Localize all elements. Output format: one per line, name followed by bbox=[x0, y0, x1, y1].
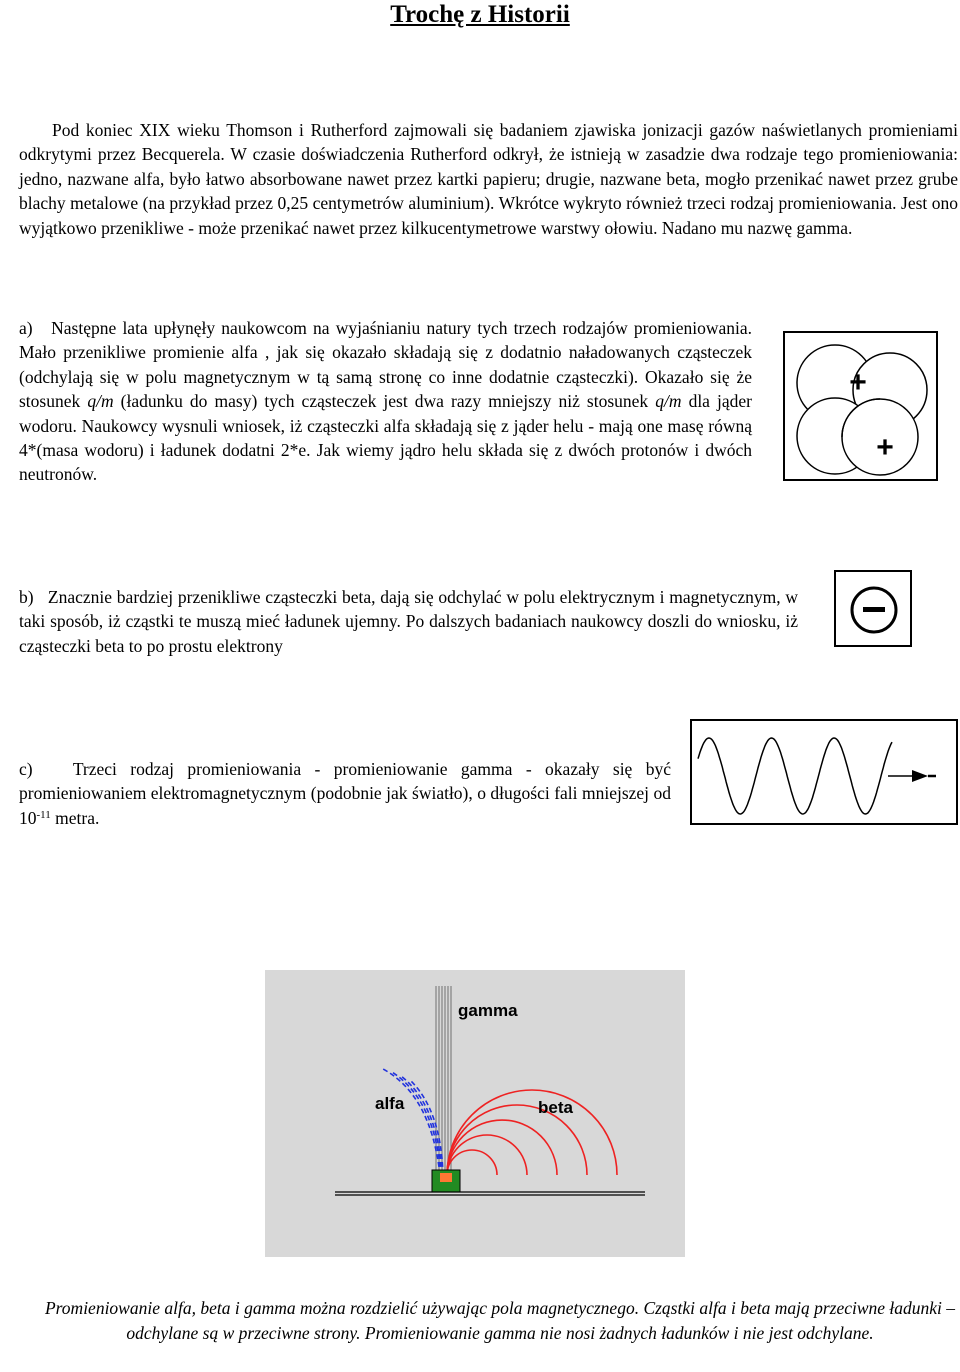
radiation-source-core bbox=[440, 1173, 452, 1182]
section-a-text-1: a) Następne lata upłynęły naukowcom na wyjaśnianiu natury tych trzech rodzajów promieniowania. Mało przenikliwe promienie alfa , jak się okazało składają się z dodatnio naładowanych cząsteczek (odchylają się w polu magnetycznym w tą samą stronę co inne dodatnie cząsteczki). Okazało się że stosunek bbox=[19, 318, 752, 412]
section-a-qm-2: q/m bbox=[655, 391, 682, 412]
minus-symbol bbox=[863, 607, 885, 612]
intro-paragraph: Pod koniec XIX wieku Thomson i Rutherford zajmowali się badaniem zjawiska jonizacji gazów naświetlanych promieniami odkrytymi przez Becquerela. W czasie doświadczenia Rutherford odkrył, że istnieją w zasadzie dwa rodzaje tego promieniowania: jedno, nazwane alfa, było łatwo absorbowane nawet przez kartki papieru; drugie, nazwane beta, mogło przenikać nawet przez grube blachy metalowe (na przykład przez 0,25 centymetrów aluminium). Wkrótce wykryto również trzeci rodzaj promieniowania. Jest ono wyjątkowo przenikliwe - może przenikać nawet przez kilkucentymetrowe warstwy ołowiu. Nadano mu nazwę gamma. bbox=[19, 120, 958, 238]
sine-wave bbox=[698, 738, 892, 814]
alpha-particle-svg bbox=[785, 333, 936, 479]
section-c-text-2: metra. bbox=[50, 807, 100, 828]
gamma-wave-svg bbox=[692, 721, 956, 823]
section-a-text-3: dla jąder wodoru. Naukowcy wysnuli wniosek, iż cząsteczki alfa składają się z jąder helu - mają one masę równą 4*(masa wodoru) i ładunek dodatni 2*e. Jak wiemy jądro helu składa się z dwóch protonów i dwóch neutronów. bbox=[19, 391, 753, 485]
arrow-head-icon bbox=[912, 770, 928, 782]
section-c-exponent: -11 bbox=[36, 808, 51, 821]
alpha-rays bbox=[383, 1069, 443, 1175]
gamma-wave-diagram bbox=[690, 719, 958, 825]
label-beta: beta bbox=[538, 1098, 573, 1117]
alpha-particle-diagram bbox=[783, 331, 938, 481]
plus-symbol-2: + bbox=[876, 431, 894, 464]
section-a-paragraph bbox=[19, 316, 752, 487]
section-c-paragraph bbox=[19, 757, 671, 830]
beta-particle-diagram bbox=[834, 570, 912, 647]
radiation-svg bbox=[265, 970, 685, 1257]
section-c-text-1: c) Trzeci rodzaj promieniowania - promieniowanie gamma - okazały się być promieniowaniem elektromagnetycznym (podobnie jak światło), o długości fali mniejszej od 10 bbox=[19, 759, 671, 828]
section-a-qm-1: q/m bbox=[87, 391, 114, 412]
plus-symbol-1: + bbox=[849, 366, 867, 399]
section-b-paragraph: b) Znacznie bardziej przenikliwe cząsteczki beta, dają się odchylać w polu elektrycznym i magnetycznym, w taki sposób, iż cząstki te muszą mieć ładunek ujemny. Po dalszych badaniach naukowcy doszli do wniosku, iż cząsteczki beta to po prostu elektrony bbox=[19, 587, 798, 656]
page-title: Trochę z Historii bbox=[390, 1, 570, 28]
label-gamma: gamma bbox=[458, 1001, 518, 1020]
beta-rays bbox=[447, 1090, 617, 1175]
beta-particle-svg bbox=[836, 572, 910, 645]
radiation-separation-diagram bbox=[265, 970, 685, 1257]
figure-caption: Promieniowanie alfa, beta i gamma można rozdzielić używając pola magnetycznego. Cząstki alfa i beta mają przeciwne ładunki – odchylane są w przeciwne strony. Promieniowanie gamma nie nosi żadnych ładunków i nie jest odchylane. bbox=[44, 1298, 956, 1343]
section-a-text-2: (ładunku do masy) tych cząsteczek jest dwa razy mniejszy niż stosunek bbox=[113, 391, 656, 412]
label-alpha: alfa bbox=[375, 1094, 405, 1113]
